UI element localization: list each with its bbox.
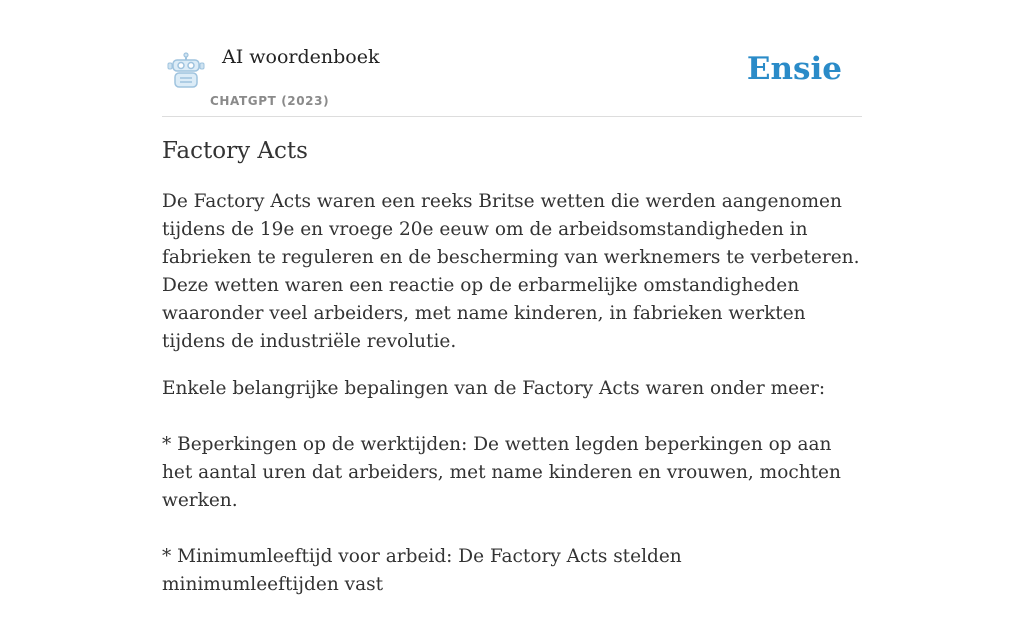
article-title: Factory Acts bbox=[162, 138, 308, 164]
brand-logo[interactable]: Ensie bbox=[746, 51, 842, 87]
site-header bbox=[162, 30, 862, 117]
site-title[interactable]: AI woordenboek bbox=[222, 46, 380, 68]
robot-icon bbox=[166, 52, 206, 90]
article-paragraph: Enkele belangrijke bepalingen van de Factory Acts waren onder meer: bbox=[162, 378, 826, 399]
article bbox=[162, 138, 862, 618]
article-list-item: * Minimumleeftijd voor arbeid: De Factory Acts stelden minimumleeftijden vast bbox=[162, 546, 682, 595]
article-list-item: * Beperkingen op de werktijden: De wetten legden beperkingen op aan het aantal uren dat arbeiders, met name kinderen en vrouwen, mochten werken. bbox=[162, 434, 841, 511]
source-label: CHATGPT (2023) bbox=[210, 94, 330, 108]
article-paragraph: De Factory Acts waren een reeks Britse wetten die werden aangenomen tijdens de 19e en vroege 20e eeuw om de arbeidsomstandigheden in fabrieken te reguleren en de bescherming van werknemers te verbeteren. Deze wetten waren een reactie op de erbarmelijke omstandigheden waaronder veel arbeiders, met name kinderen, in fabrieken werkten tijdens de industriële revolutie. bbox=[162, 191, 860, 352]
